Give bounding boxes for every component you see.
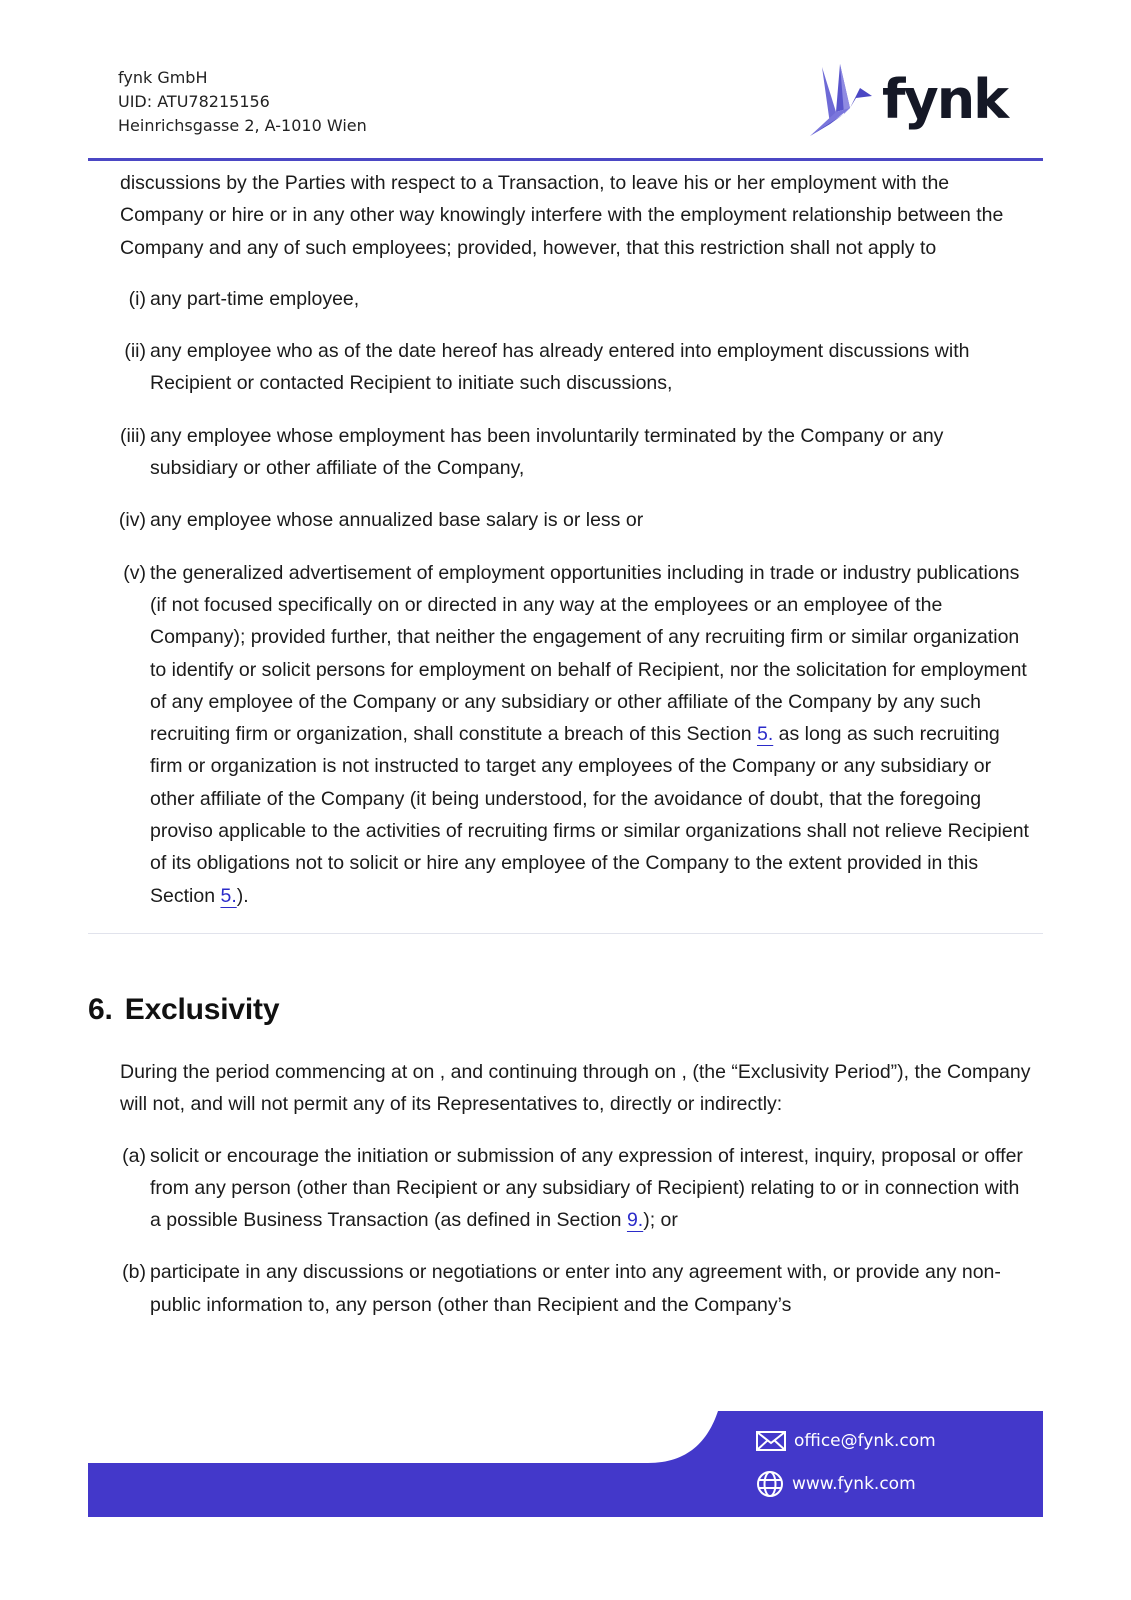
page-header bbox=[88, 0, 1043, 160]
section-number: 6. bbox=[88, 992, 113, 1026]
list-item-text: any employee whose employment has been involuntarily terminated by the Company or any subsidiary or other affiliate of the Company, bbox=[150, 424, 944, 480]
company-info bbox=[118, 66, 367, 138]
document-body bbox=[88, 160, 1043, 1341]
section-9-link[interactable]: 9. bbox=[626, 1209, 644, 1232]
email-text[interactable]: office@fynk.com bbox=[794, 1431, 936, 1451]
list-item bbox=[88, 1256, 1043, 1321]
list-marker: (iv) bbox=[118, 509, 146, 532]
exclusivity-list bbox=[88, 1140, 1043, 1321]
list-item-text: solicit or encourage the initiation or submission of any expression of interest, inquiry, proposal or offer from any person (other than Recipient or any subsidiary of Recipient) relating to or in connection with a possible Business Transaction (as defined in Section bbox=[150, 1144, 1023, 1232]
company-address: Heinrichsgasse 2, A-1010 Wien bbox=[118, 116, 367, 135]
section-divider bbox=[88, 933, 1043, 934]
list-marker: (iii) bbox=[120, 424, 146, 447]
continuation-paragraph: discussions by the Parties with respect to a Transaction, to leave his or her employment with the Company or hire or in any other way knowingly interfere with the employment relationship between the Company and any of such employees; provided, however, that this restriction shall not apply to bbox=[120, 172, 1004, 259]
list-item bbox=[88, 504, 1043, 536]
origami-bird-icon bbox=[810, 62, 876, 138]
list-item-text: any part-time employee, bbox=[150, 287, 360, 310]
list-item-text: any employee whose annualized base salary is or less or bbox=[150, 509, 644, 532]
envelope-icon bbox=[756, 1431, 786, 1451]
logo-text: fynk bbox=[882, 68, 1008, 131]
list-marker: (i) bbox=[128, 287, 146, 310]
list-marker: (a) bbox=[122, 1144, 146, 1167]
list-marker: (v) bbox=[123, 561, 146, 584]
list-item-text: ). bbox=[236, 884, 249, 907]
list-item-text: the generalized advertisement of employment opportunities including in trade or industry publications (if not focused specifically on or directed in any way at the employees or an employee of the Company); provided further, that neither the engagement of any recruiting firm or similar organization to identify or solicit persons for employment on behalf of Recipient, nor the solicitation for employment of any employee of the Company or any subsidiary or other affiliate of the Company by any such recruiting firm or organization, shall constitute a breach of this Section bbox=[150, 561, 1027, 746]
section-intro-paragraph: During the period commencing at on , and continuing through on , (the “Exclusivity Period”), the Company will not, and will not permit any of its Representatives to, directly or indirectly: bbox=[120, 1060, 1031, 1116]
footer-website[interactable] bbox=[756, 1472, 936, 1496]
section-heading bbox=[88, 990, 1043, 1030]
globe-icon bbox=[756, 1470, 784, 1498]
list-item-text: ); or bbox=[643, 1209, 678, 1232]
footer-contacts bbox=[756, 1429, 936, 1515]
website-text[interactable]: www.fynk.com bbox=[792, 1474, 916, 1494]
section-5-link[interactable]: 5. bbox=[220, 884, 237, 907]
list-item bbox=[88, 283, 1043, 315]
page-footer bbox=[88, 1411, 1043, 1517]
list-item bbox=[88, 420, 1043, 485]
section-5-link[interactable]: 5. bbox=[756, 723, 774, 746]
list-item-text: any employee who as of the date hereof has already entered into employment discussions with Recipient or contacted Recipient to initiate such discussions, bbox=[150, 340, 970, 395]
list-item-text: as long as such recruiting firm or organization is not instructed to target any employees of the Company or any subsidiary or other affiliate of the Company (it being understood, for the avoidance of doubt, that the foregoing proviso applicable to the activities of recruiting firms or similar organizations shall not relieve Recipient of its obligations not to solicit or hire any employee of the Company to the extent provided in this Section bbox=[150, 723, 1029, 907]
section-title: Exclusivity bbox=[124, 992, 280, 1026]
list-item-text: participate in any discussions or negotiations or enter into any agreement with, or provide any non-public information to, any person (other than Recipient and the Company’s bbox=[150, 1261, 1001, 1316]
footer-email[interactable] bbox=[756, 1429, 936, 1453]
list-item bbox=[88, 1140, 1043, 1237]
list-marker: (ii) bbox=[124, 340, 146, 363]
exceptions-list bbox=[88, 283, 1043, 912]
fynk-logo bbox=[810, 60, 1007, 140]
list-marker: (b) bbox=[122, 1261, 146, 1284]
company-name: fynk GmbH bbox=[118, 68, 208, 87]
list-item bbox=[88, 557, 1043, 912]
list-item bbox=[88, 335, 1043, 400]
company-uid: UID: ATU78215156 bbox=[118, 92, 270, 111]
